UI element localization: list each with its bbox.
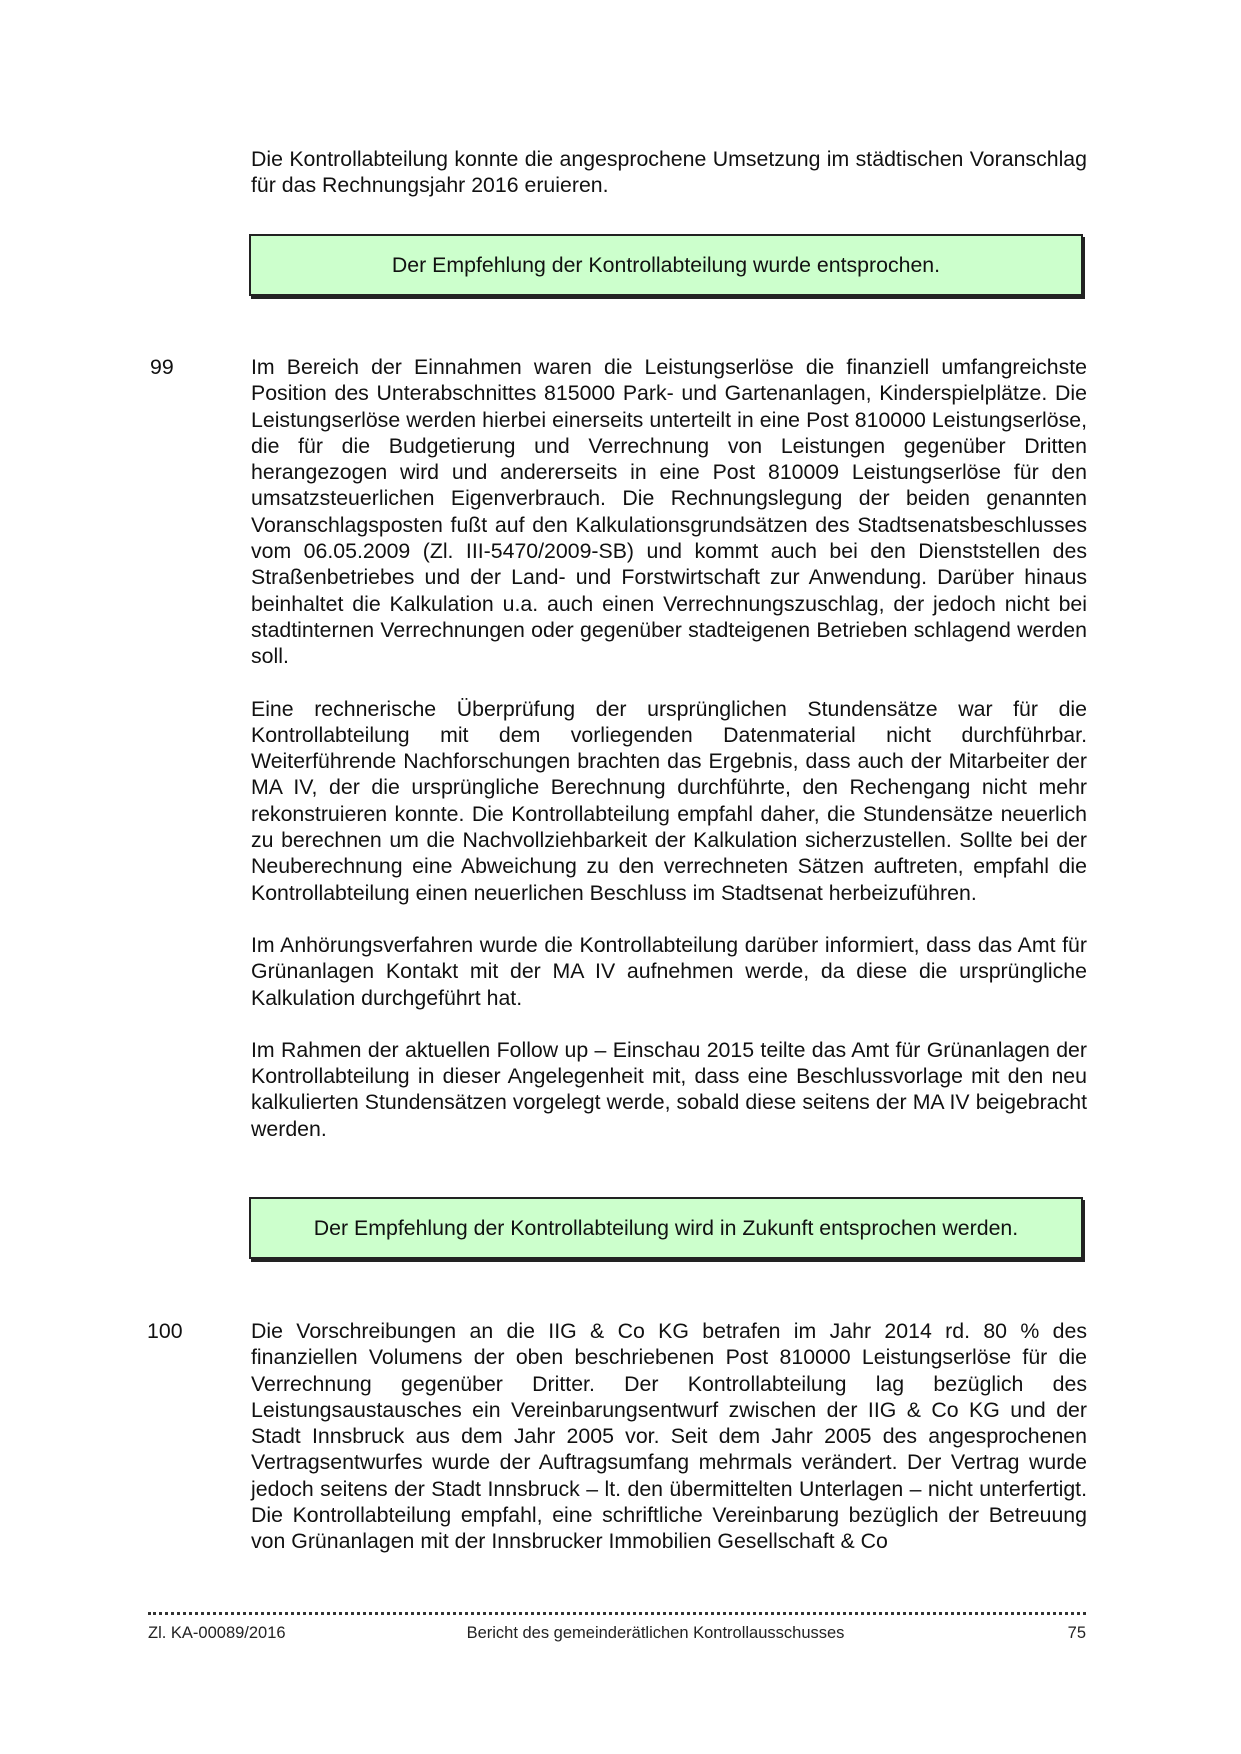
footer-title: Bericht des gemeinderätlichen Kontrollausschusses	[466, 1624, 845, 1642]
section-number-100: 100	[147, 1319, 183, 1343]
intro-paragraph: Die Kontrollabteilung konnte die angesprochene Umsetzung im städtischen Voranschlag für das Rechnungsjahr 2016 eruieren.	[251, 147, 1087, 198]
result-box-future	[249, 1197, 1083, 1259]
section-99-paragraph-3: Im Anhörungsverfahren wurde die Kontrollabteilung darüber informiert, dass das Amt für Grünanlagen Kontakt mit der MA IV aufnehmen werde, da diese die ursprüngliche Kalkulation durchgeführt hat.	[251, 932, 1087, 1010]
result-box-fulfilled	[249, 234, 1083, 296]
footer-reference: Zl. KA-00089/2016	[148, 1624, 286, 1642]
intro-block	[251, 146, 1087, 199]
section-100-body	[251, 1318, 1087, 1555]
section-number-99: 99	[150, 355, 174, 379]
section-99-paragraph-1: Im Bereich der Einnahmen waren die Leistungserlöse die finanziell umfangreichste Position des Unterabschnittes 815000 Park- und Gartenanlagen, Kinderspielplätze. Die Leistungserlöse werden hierbei einerseits unterteilt in eine Post 810000 Leistungserlöse, die für die Budgetierung und Verrechnung von Leistungen gegenüber Dritten herangezogen wird und andererseits in eine Post 810009 Leistungserlöse für den umsatzsteuerlichen Eigenverbrauch. Die Rechnungslegung der beiden genannten Voranschlagsposten fußt auf den Kalkulationsgrundsätzen des Stadtsenatsbeschlusses vom 06.05.2009 (Zl. III-5470/2009-SB) und kommt auch bei den Dienststellen des Straßenbetriebes und der Land- und Forstwirtschaft zur Anwendung. Darüber hinaus beinhaltet die Kalkulation u.a. auch einen Verrechnungszuschlag, der jedoch nicht bei stadtinternen Verrechnungen oder gegenüber stadteigenen Betrieben schlagend werden soll.	[251, 355, 1087, 669]
section-99-body	[251, 354, 1087, 1142]
footer-divider	[148, 1612, 1086, 1615]
section-100-paragraph-1: Die Vorschreibungen an die IIG & Co KG betrafen im Jahr 2014 rd. 80 % des finanziellen Volumens der oben beschriebenen Post 810000 Leistungserlöse für die Verrechnung gegenüber Dritter. Der Kontrollabteilung lag bezüglich des Leistungsaustausches ein Vereinbarungsentwurf zwischen der IIG & Co KG und der Stadt Innsbruck aus dem Jahr 2005 vor. Seit dem Jahr 2005 des angesprochenen Vertragsentwurfes wurde der Auftragsumfang mehrmals verändert. Der Vertrag wurde jedoch seitens der Stadt Innsbruck – lt. den übermittelten Unterlagen – nicht unterfertigt. Die Kontrollabteilung empfahl, eine schriftliche Vereinbarung bezüglich der Betreuung von Grünanlagen mit der Innsbrucker Immobilien Gesellschaft & Co	[251, 1319, 1087, 1554]
section-99-paragraph-4: Im Rahmen der aktuellen Follow up – Einschau 2015 teilte das Amt für Grünanlagen der Kontrollabteilung in dieser Angelegenheit mit, dass eine Beschlussvorlage mit den neu kalkulierten Stundensätzen vorgelegt werde, sobald diese seitens der MA IV beigebracht werden.	[251, 1037, 1087, 1141]
section-99-paragraph-2: Eine rechnerische Überprüfung der ursprünglichen Stundensätze war für die Kontrollabteilung mit dem vorliegenden Datenmaterial nicht durchführbar. Weiterführende Nachforschungen brachten das Ergebnis, dass auch der Mitarbeiter der MA IV, der die ursprüngliche Berechnung durchführte, den Rechengang nicht mehr rekonstruieren konnte. Die Kontrollabteilung empfahl daher, die Stundensätze neuerlich zu berechnen um die Nachvollziehbarkeit der Kalkulation sicherzustellen. Sollte bei der Neuberechnung eine Abweichung zu den verrechneten Sätzen auftreten, empfahl die Kontrollabteilung einen neuerlichen Beschluss im Stadtsenat herbeizuführen.	[251, 696, 1087, 905]
result-box-future-text: Der Empfehlung der Kontrollabteilung wird in Zukunft entsprochen werden.	[313, 1215, 1019, 1240]
footer-page-number: 75	[1067, 1624, 1086, 1642]
result-box-fulfilled-text: Der Empfehlung der Kontrollabteilung wurde entsprochen.	[391, 252, 941, 277]
